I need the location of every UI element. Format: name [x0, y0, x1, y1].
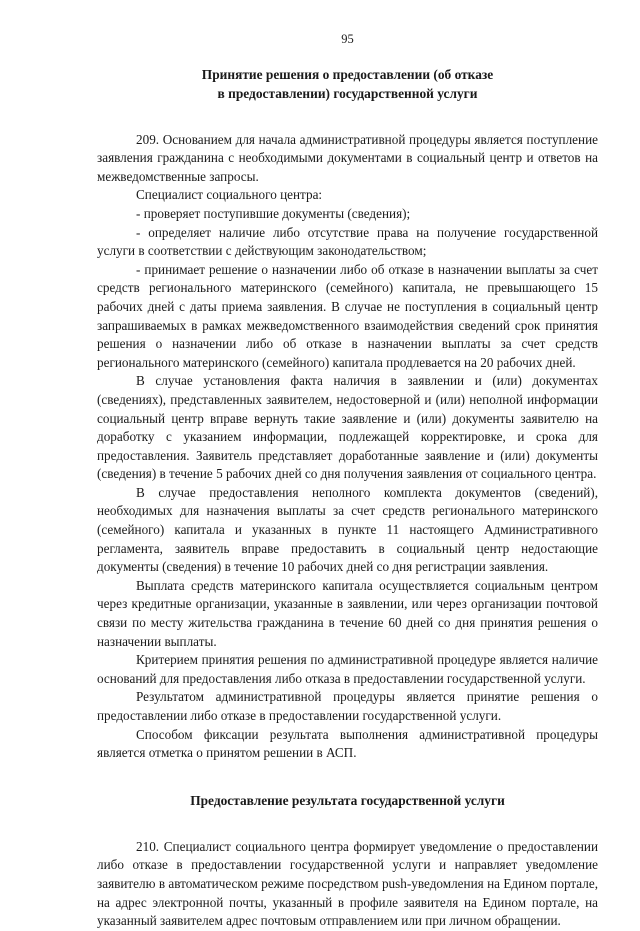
paragraph: В случае установления факта наличия в заявлении и (или) документах (сведениях), представленных заявителем, недостоверной и (или) неполной информации социальный центр вправе вернуть такие заявление и (или) документы заявителю на доработку с указанием информации, подлежащей корректировке, и срока для предоставления. Заявитель представляет доработанные заявление и (или) документы (сведения) в течение 5 рабочих дней со дня получения заявления от социального центра.: [97, 373, 598, 482]
section-body-decision: [97, 131, 598, 763]
paragraph: В случае предоставления неполного комплекта документов (сведений), необходимых для назначения выплаты за счет средств регионального материнского (семейного) капитала и указанных в пункте 11 настоящего Административного регламента, заявитель вправе предоставить в социальный центр недостающие документы (сведения) в течение 10 рабочих дней со дня регистрации заявления.: [97, 484, 598, 575]
paragraph: 210. Специалист социального центра формирует уведомление о предоставлении либо отказе в предоставлении государственной услуги и направляет уведомление заявителю в автоматическом режиме посредством push-уведомления на Едином портале, на адрес электронной почты, указанный в профиле заявителя на Едином портале, на указанный заявителем адрес почтовым отправлением или при личном обращении.: [97, 838, 598, 929]
section-heading-line: в предоставлении) государственной услуги: [217, 85, 478, 101]
paragraph: Специалист социального центра:: [136, 187, 323, 203]
paragraph: Критерием принятия решения по административной процедуре является наличие оснований для предоставления либо отказа в предоставлении государственной услуги.: [97, 652, 598, 686]
list-item: - определяет наличие либо отсутствие права на получение государственной услуги в соответствии с действующим законодательством;: [97, 224, 598, 259]
page-number: 95: [341, 32, 354, 46]
section-heading-decision: [97, 65, 598, 103]
list-item: - проверяет поступившие документы (сведения);: [136, 205, 411, 221]
paragraph: Выплата средств материнского капитала осуществляется социальным центром через кредитные организации, указанные в заявлении, или через организации почтовой связи по месту жительства гражданина в течение 60 дней со дня принятия решения о назначении выплаты.: [97, 577, 598, 649]
section-body-result: [97, 838, 598, 931]
list-item: - принимает решение о назначении либо об отказе в назначении выплаты за счет средств регионального материнского (семейного) капитала, не превышающего 15 рабочих дней с даты приема заявления. В случае не поступления в социальный центр запрашиваемых в рамках межведомственного взаимодействия сведений срок принятия решения о назначении либо об отказе в назначении выплаты за счет средств регионального материнского (семейного) капитала продлевается на 20 рабочих дней.: [97, 261, 598, 370]
paragraph: 209. Основанием для начала административной процедуры является поступление заявления гражданина с необходимыми документами в социальный центр и ответов на межведомственные запросы.: [97, 131, 598, 184]
paragraph: Результатом административной процедуры является принятие решения о предоставлении либо отказе в предоставлении государственной услуги.: [97, 689, 598, 723]
paragraph: Способом фиксации результата выполнения административной процедуры является отметка о принятом решении в АСП.: [97, 726, 598, 761]
section-heading-result: Предоставление результата государственной услуги: [190, 792, 505, 808]
section-heading-line: Принятие решения о предоставлении (об отказе: [201, 66, 494, 82]
